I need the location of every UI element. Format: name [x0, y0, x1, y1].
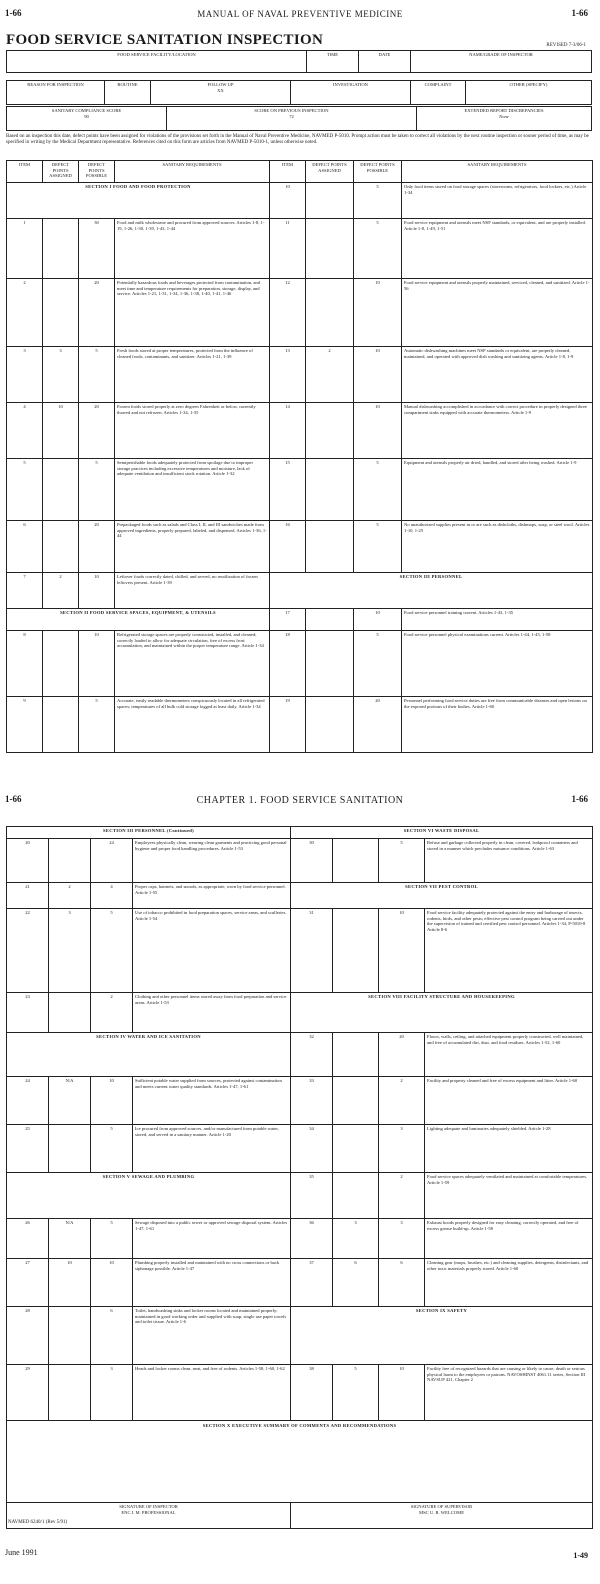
points-assigned [306, 219, 354, 279]
follow-up-value: XX [217, 87, 224, 93]
col-possible: DEFECT POINTS POSSIBLE [79, 161, 115, 183]
discrepancies-value: None [499, 113, 509, 119]
discrepancies-label: EXTENDED REPORT DISCREPANCIES [464, 108, 544, 113]
requirement-text: Facility and property cleaned and free of excess equipment and litter. Article 1-60 [425, 1077, 593, 1125]
points-assigned [333, 1077, 379, 1125]
points-assigned: 6 [333, 1259, 379, 1307]
points-possible: 10 [379, 909, 425, 993]
item-number: 15 [270, 459, 306, 521]
points-assigned: 10 [43, 403, 79, 459]
requirement-text: Automatic dishwashing machines meet NSF standards or equivalent, are properly cleaned, maintained, and operated with approved dish washing and sanitizing agents. Article 1-8, 1-9 [402, 347, 593, 403]
points-assigned [306, 279, 354, 347]
col-possible-right: DEFECT POINTS POSSIBLE [354, 161, 402, 183]
points-possible: 10 [379, 1365, 425, 1421]
points-possible: 5 [354, 183, 402, 219]
requirement-text: Food and milk wholesome and procured from approved sources. Articles 1-8, 1-19, 1-26, 1-30, 1-39, 1-43, 1-44 [115, 219, 270, 279]
points-assigned [49, 1125, 91, 1173]
requirement-text: Food service personnel physical examinations current. Articles 1-44, 1-45, 1-58 [402, 631, 593, 697]
table-row [7, 573, 593, 609]
section-heading: SECTION VII PEST CONTROL [291, 883, 593, 909]
section-heading: SECTION I FOOD AND FOOD PROTECTION [7, 183, 270, 219]
follow-up-label: FOLLOW UP [207, 82, 234, 87]
requirement-text: Floors, walls, ceiling, and attached equipment properly constructed, well maintained, and free of accumulated dirt, dust, and food residues. Articles 1-52, 1-60 [425, 1033, 593, 1077]
points-possible: 5 [354, 219, 402, 279]
points-possible: 2 [379, 1077, 425, 1125]
points-possible: 30 [79, 219, 115, 279]
requirement-text: Refuse and garbage collected properly in clean, covered, leakproof containers and stored in a manner which precludes nuisance conditions. Article 1-63 [425, 839, 593, 883]
item-number: 1 [7, 219, 43, 279]
date-label: DATE [359, 51, 411, 73]
inspector-label: NAME/GRADE OF INSPECTOR [411, 51, 592, 73]
points-assigned: 10 [49, 1259, 91, 1307]
requirement-text: Toilet, handwashing sinks and locker rooms located and maintained properly; maintained in good working order and supplied with soap, single use paper towels and toilet tissue. Article 1-6 [133, 1307, 291, 1365]
requirement-text: Frozen foods stored properly at zero degrees Fahrenheit or below, currently thawed and not refrozen. Articles 1-34, 1-35 [115, 403, 270, 459]
requirement-text: Food service facility adequately protected against the entry and harborage of insects, rodents, birds, and other pests; effective pest control program being carried out under the supervision of trained and certified pest control personnel. Articles 1-34, P-5010-8 Article 8-6 [425, 909, 593, 993]
item-number: 21 [7, 883, 49, 909]
item-number: 27 [7, 1259, 49, 1307]
chapter-title: CHAPTER 1. FOOD SERVICE SANITATION [196, 795, 404, 806]
requirement-text: Food service spaces adequately ventilated and maintained at comfortable temperatures. Article 1-59 [425, 1173, 593, 1219]
requirements-table-p1 [6, 160, 593, 753]
requirement-text: Plumbing properly installed and maintained with no cross connections or back siphonage possible. Article 1-47 [133, 1259, 291, 1307]
item-number: 23 [7, 993, 49, 1033]
supervisor-signature-label: SIGNATURE OF SUPERVISOR [410, 1504, 473, 1509]
points-assigned [306, 631, 354, 697]
section-heading: SECTION V SEWAGE AND PLUMBING [7, 1173, 291, 1219]
points-assigned [306, 403, 354, 459]
section-heading: SECTION X EXECUTIVE SUMMARY OF COMMENTS AND RECOMMENDATIONS [202, 1423, 397, 1428]
table-row [7, 1219, 593, 1259]
reason-table [6, 80, 592, 105]
points-assigned: 2 [43, 573, 79, 609]
points-possible: 20 [79, 279, 115, 347]
item-number: 31 [291, 909, 333, 993]
points-possible: 2 [379, 1173, 425, 1219]
points-assigned [306, 609, 354, 631]
requirement-text: Food service personnel training current. Articles 1-43, 1-35 [402, 609, 593, 631]
points-assigned [306, 697, 354, 753]
points-assigned [49, 1365, 91, 1421]
item-number: 34 [291, 1125, 333, 1173]
points-assigned: 2 [306, 347, 354, 403]
item-number: 11 [270, 219, 306, 279]
points-possible: 3 [379, 1219, 425, 1259]
points-assigned [43, 279, 79, 347]
table-row [7, 183, 593, 219]
item-number: 8 [7, 631, 43, 697]
table-row [7, 697, 593, 753]
item-number: 6 [7, 521, 43, 573]
previous-score-value: 72 [289, 113, 294, 119]
item-number: 26 [7, 1219, 49, 1259]
points-possible: 6 [379, 1259, 425, 1307]
section-heading: SECTION III PERSONNEL [270, 573, 593, 609]
points-possible: 5 [79, 347, 115, 403]
table-row [7, 631, 593, 697]
item-number: 18 [270, 631, 306, 697]
points-assigned [333, 909, 379, 993]
page-date: June 1991 [5, 1548, 38, 1557]
time-label: TIME [307, 51, 359, 73]
points-assigned [43, 631, 79, 697]
points-assigned [306, 521, 354, 573]
page-number: 1-49 [573, 1551, 588, 1560]
points-assigned [43, 219, 79, 279]
score-table [6, 106, 592, 131]
points-assigned: 3 [49, 909, 91, 993]
points-possible: 10 [354, 347, 402, 403]
requirement-text: Fresh foods stored at proper temperatures, protected from the influence of cleaned foods, contaminants, and sanitizer. Articles 1-21, 1-39 [115, 347, 270, 403]
points-possible: 20 [379, 1033, 425, 1077]
table-row [7, 993, 593, 1033]
section-heading: SECTION II FOOD SERVICE SPACES, EQUIPMENT, & UTENSILS [7, 609, 270, 631]
item-number: 5 [7, 459, 43, 521]
points-possible: 10 [79, 573, 115, 609]
points-possible: 10 [354, 403, 402, 459]
section-heading: SECTION IV WATER AND ICE SANITATION [7, 1033, 291, 1077]
other-label: OTHER (SPECIFY) [466, 81, 592, 105]
table-row [7, 459, 593, 521]
points-possible: 3 [91, 1365, 133, 1421]
col-assigned: DEFECT POINTS ASSIGNED [43, 161, 79, 183]
table-row [7, 1033, 593, 1077]
executive-summary-box[interactable] [7, 1421, 593, 1503]
points-assigned [49, 993, 91, 1033]
table-row [7, 521, 593, 573]
requirement-text: Heads and locker rooms clean, neat, and free of rodents. Articles 1-58, 1-60, 1-62 [133, 1365, 291, 1421]
investigation-label: INVESTIGATION [291, 81, 411, 105]
routine-label: ROUTINE [105, 81, 151, 105]
points-possible: 10 [91, 1077, 133, 1125]
form-title: FOOD SERVICE SANITATION INSPECTION [6, 32, 324, 48]
page1-foot-right: 1-66 [571, 794, 588, 804]
requirement-text: Exhaust hoods properly designed for easy cleaning, correctly operated, and free of excess grease build-up. Article 1-58 [425, 1219, 593, 1259]
points-possible: 6 [91, 1307, 133, 1365]
compliance-value: 90 [84, 113, 89, 119]
points-assigned [43, 697, 79, 753]
requirement-text: Refrigerated storage spaces are properly constructed, installed, and cleaned; correctly loaded to allow for adequate circulation, free of excess frost accumulation, and maintained within the proper temperature range. Article 1-34 [115, 631, 270, 697]
requirement-text: Food service equipment and utensils properly maintained, serviced, cleaned, and sanitized. Article 1-56 [402, 279, 593, 347]
table-row [7, 909, 593, 993]
requirement-text: Sufficient potable water supplied from sources, protected against contamination and meets current water quality standards. Articles 1-47, 1-61 [133, 1077, 291, 1125]
compliance-label: SANITARY COMPLIANCE SCORE [51, 108, 122, 113]
running-head-right: 1-66 [571, 8, 588, 18]
points-assigned [306, 459, 354, 521]
points-assigned [49, 1307, 91, 1365]
table-row [7, 1077, 593, 1125]
points-assigned: 3 [43, 347, 79, 403]
running-head-left: 1-66 [5, 8, 22, 18]
points-possible: 5 [79, 459, 115, 521]
requirement-text: Only food items stored on food storage spaces (storerooms, refrigerators, food lockers, etc.) Article 1-34 [402, 183, 593, 219]
table-row [7, 403, 593, 459]
table-row [7, 827, 593, 839]
requirement-text: Accurate, easily readable thermometers conspicuously located in all refrigerated spaces; temperatures of all bulk cold storage logged at least daily. Article 1-34 [115, 697, 270, 753]
points-possible: 2 [91, 993, 133, 1033]
requirement-text: Manual dishwashing accomplished in accordance with correct procedure in properly designed three compartment sinks equipped with accurate thermometers. Article 1-9 [402, 403, 593, 459]
section-heading: SECTION VI WASTE DISPOSAL [291, 827, 593, 839]
requirement-text: Sewage disposed into a public sewer or approved sewage disposal system. Articles 1-47, 1-61 [133, 1219, 291, 1259]
table-row [7, 1307, 593, 1365]
table-row [7, 1259, 593, 1307]
item-number: 37 [291, 1259, 333, 1307]
table-row [7, 1421, 593, 1503]
col-item: ITEM [7, 161, 43, 183]
table-row [7, 279, 593, 347]
table-row [7, 219, 593, 279]
table-row [7, 1125, 593, 1173]
section-heading: SECTION VIII FACILITY STRUCTURE AND HOUSEKEEPING [291, 993, 593, 1033]
points-possible: 10 [91, 1259, 133, 1307]
item-number: 12 [270, 279, 306, 347]
points-possible: 5 [91, 1219, 133, 1259]
points-assigned: 5 [333, 1365, 379, 1421]
section-heading: SECTION IX SAFETY [291, 1307, 593, 1365]
points-assigned [333, 1125, 379, 1173]
item-number: 28 [7, 1307, 49, 1365]
revised-note: REVISED 7-3/06-1 [546, 43, 586, 48]
item-number: 29 [7, 1365, 49, 1421]
requirement-text: Employees physically clean, wearing clean garments and practicing good personal hygiene and proper food handling procedures. Article 1-53 [133, 839, 291, 883]
points-possible: 5 [354, 631, 402, 697]
table-row [7, 883, 593, 909]
points-possible: 5 [79, 697, 115, 753]
requirement-text: No unauthorized supplies present in or are such as dishcloths, dishmops, soap, or steel wool. Articles 1-10, 1-25 [402, 521, 593, 573]
section-heading: SECTION III PERSONNEL (Continued) [7, 827, 291, 839]
points-assigned [333, 1173, 379, 1219]
points-assigned [333, 839, 379, 883]
form-number: NAVMED 6240/1 (Rev 5/91) [8, 1520, 68, 1525]
points-possible: 20 [354, 697, 402, 753]
points-possible: 20 [79, 403, 115, 459]
inspection-note: Based on an inspection this date, defect points have been assigned for violations of the provisions set forth in the Manual of Naval Preventive Medicine, NAVMED P-5010. Prompt action must be taken to correct all violations by the next routine inspection or sooner period of time, as may be specified in writing by the Medical Department representative. References cited on this form are articles from NAVMED P-5010-1, unless otherwise noted. [6, 134, 589, 146]
item-number: 13 [270, 347, 306, 403]
col-assigned-right: DEFECT POINTS ASSIGNED [306, 161, 354, 183]
points-possible: 10 [354, 279, 402, 347]
points-possible: 5 [379, 839, 425, 883]
item-number: 17 [270, 609, 306, 631]
item-number: 16 [270, 521, 306, 573]
table-row [7, 609, 593, 631]
table-row [7, 1365, 593, 1421]
points-possible: 5 [354, 459, 402, 521]
points-assigned [43, 459, 79, 521]
requirement-text: Ice procured from approved sources, and/or manufactured from potable water, stored, and served in a sanitary manner. Article 1-20 [133, 1125, 291, 1173]
item-number: 9 [7, 697, 43, 753]
item-number: 25 [7, 1125, 49, 1173]
points-possible: 5 [91, 1125, 133, 1173]
inspector-signature-value: ENC I. M. PROFESSIONAL [121, 1509, 176, 1515]
requirement-text: Semiperishable foods adequately protected from spoilage due to improper storage practices including excessive temperatures and moisture, lack of adequate ventilation and insufficient stock rotation. Article 1-32 [115, 459, 270, 521]
item-number: 38 [291, 1365, 333, 1421]
points-possible: 10 [79, 631, 115, 697]
item-number: 10 [270, 183, 306, 219]
item-number: 35 [291, 1173, 333, 1219]
requirement-text: Facility free of recognized hazards that are causing or likely to cause, death or serious physical harm to the employees or patrons. NAVOSHINST 4061.11 series, Section III NAVSUP 421, Chapter 2 [425, 1365, 593, 1421]
item-number: 4 [7, 403, 43, 459]
requirement-text: Clothing and other personnel items stored away from food preparation and service areas. Article 1-53 [133, 993, 291, 1033]
col-requirements-right: SANITARY REQUIREMENTS [402, 161, 593, 183]
previous-score-label: SCORE ON PREVIOUS INSPECTION [254, 108, 329, 113]
item-number: 14 [270, 403, 306, 459]
page1-foot-left: 1-66 [5, 794, 22, 804]
requirement-text: Prepackaged foods such as salads and Class I, II, and III sandwiches made from approved ingredients, properly prepared, labeled, and dispensed. Articles 1-36, 1-44 [115, 521, 270, 573]
col-requirements: SANITARY REQUIREMENTS [115, 161, 270, 183]
supervisor-signature-value: MSC U. R. WELCOME [419, 1509, 464, 1515]
points-assigned: N/A [49, 1219, 91, 1259]
col-item-right: ITEM [270, 161, 306, 183]
item-number: 36 [291, 1219, 333, 1259]
reason-label: REASON FOR INSPECTION [7, 81, 105, 105]
requirement-text: Lighting adequate and luminaries adequately shielded. Article 1-28 [425, 1125, 593, 1173]
facility-label: FOOD SERVICE FACILITY/LOCATION [7, 51, 307, 73]
requirement-text: Use of tobacco prohibited in food preparation spaces, service areas, and sculleries. Article 1-54 [133, 909, 291, 993]
points-assigned [333, 1033, 379, 1077]
points-possible: 4 [91, 883, 133, 909]
discrepancies-cell [417, 107, 592, 131]
points-assigned [43, 521, 79, 573]
requirements-table-p2 [6, 826, 593, 1529]
points-assigned: 2 [49, 883, 91, 909]
points-possible: 3 [379, 1125, 425, 1173]
item-number: 7 [7, 573, 43, 609]
inspector-signature-label: SIGNATURE OF INSPECTOR [119, 1504, 178, 1509]
table-row [7, 839, 593, 883]
requirement-text: Leftover foods correctly dated, chilled, and served, no reutilization of frozen leftovers present. Article 1-39 [115, 573, 270, 609]
requirement-text: Personnel performing food service duties are free from communicable diseases and open lesions on the exposed portions of their bodies. Article 1-60 [402, 697, 593, 753]
points-assigned [49, 839, 91, 883]
table-row [7, 1173, 593, 1219]
form-header-table [6, 50, 592, 73]
points-possible: 5 [91, 909, 133, 993]
requirement-text: Potentially hazardous foods and beverages protected from contamination, and meet time and temperature requirements for preparation, storage, display, and service. Articles 1-21, 1-31, 1-34, 1-36, 1-38, 1-40, 1-41, 1-46 [115, 279, 270, 347]
item-number: 33 [291, 1077, 333, 1125]
requirement-text: Equipment and utensils properly air dried, handled, and stored after being washed. Article 1-9 [402, 459, 593, 521]
previous-score-cell [167, 107, 417, 131]
follow-up-cell [151, 81, 291, 105]
complaint-label: COMPLAINT [411, 81, 466, 105]
item-number: 32 [291, 1033, 333, 1077]
table-row [7, 347, 593, 403]
supervisor-signature-box[interactable] [291, 1503, 593, 1529]
points-possible: 10 [354, 609, 402, 631]
item-number: 19 [270, 697, 306, 753]
points-possible: 5 [354, 521, 402, 573]
requirement-text: Cleaning gear (mops, brushes, etc.) and cleaning supplies, detergents, disinfectants, and other toxic materials properly stored. Article 1-60 [425, 1259, 593, 1307]
item-number: 30 [291, 839, 333, 883]
points-possible: 20 [79, 521, 115, 573]
points-assigned: N/A [49, 1077, 91, 1125]
compliance-cell [7, 107, 167, 131]
item-number: 22 [7, 909, 49, 993]
points-assigned [306, 183, 354, 219]
running-head-title: MANUAL OF NAVAL PREVENTIVE MEDICINE [197, 9, 403, 19]
requirement-text: Food service equipment and utensils meet NSF standards, or equivalent, and are properly installed. Article 1-8, 1-49, 1-51 [402, 219, 593, 279]
item-number: 3 [7, 347, 43, 403]
item-number: 20 [7, 839, 49, 883]
item-number: 24 [7, 1077, 49, 1125]
points-assigned: 3 [333, 1219, 379, 1259]
points-possible: 24 [91, 839, 133, 883]
item-number: 2 [7, 279, 43, 347]
requirement-text: Proper caps, hairnets, and snoods, as appropriate, worn by food service personnel. Article 1-55 [133, 883, 291, 909]
signature-row [7, 1503, 593, 1529]
